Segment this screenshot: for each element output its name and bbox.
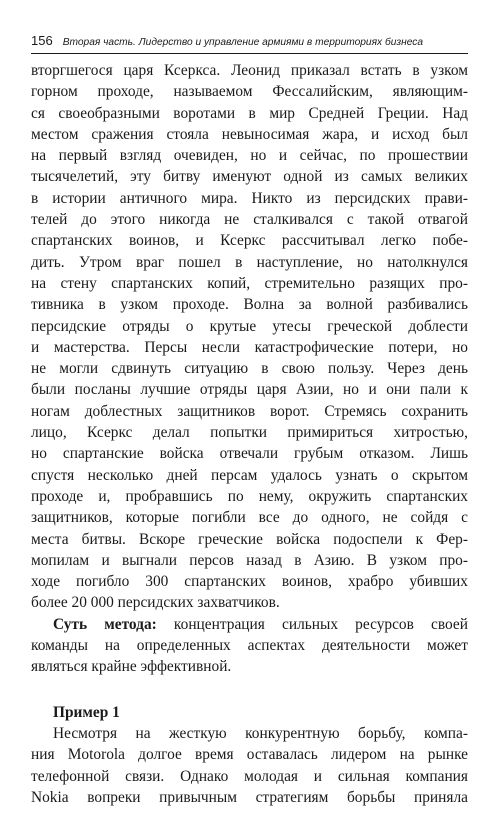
text-line: тивника в узком проходе. Волна за волной разбивались: [31, 296, 468, 314]
text-line: были посланы лучшие отряды царя Азии, но и они пали к: [31, 381, 468, 399]
header-rule: [31, 53, 468, 54]
text-line: Несмотря на жесткую конкурентную борьбу, компа-: [53, 724, 468, 742]
text-line: местом сражения стояла невыносимая жара, и исход был: [31, 125, 468, 143]
paragraph-thermopylae: [31, 60, 468, 614]
method-text: концентрация сильных ресурсов своей: [156, 615, 468, 633]
text-line: мопилам и выгнали персов назад в Азию. В узком про-: [31, 551, 468, 569]
section-spacer: [31, 678, 468, 702]
book-page: [31, 34, 468, 808]
main-text: [31, 60, 468, 808]
text-line: места битвы. Вскоре греческие войска подоспели к Фер-: [31, 530, 468, 548]
text-line: Nokia вопреки привычным стратегиям борьбы приняла: [31, 788, 468, 806]
text-line: более 20 000 персидских захватчиков.: [31, 594, 280, 612]
text-line: защитников, которые погибли все до одного, не сойдя с: [31, 509, 468, 527]
text-line: и мастерства. Персы несли катастрофические потери, но: [31, 338, 468, 356]
text-line: на первый взгляд очевиден, но и сейчас, по прошествии: [31, 147, 468, 165]
text-line: ходе погибло 300 спартанских воинов, храбро убивших: [31, 573, 468, 591]
text-line: не могли сдвинуть ситуацию в свою пользу. Через день: [31, 360, 468, 378]
example-heading: Пример 1: [53, 703, 120, 721]
text-line: на стену спартанских копий, стремительно разящих про-: [31, 274, 468, 292]
text-line: лицо, Ксеркс делал попытки примириться хитростью,: [31, 424, 468, 442]
text-line: [31, 614, 468, 635]
text-line: спустя несколько дней персам удалось узнать о скрытом: [31, 466, 468, 484]
running-head: [31, 34, 468, 50]
paragraph-method: [31, 614, 468, 678]
text-line: проходе и, пробравшись по нему, окружить спартанских: [31, 487, 468, 505]
text-line: ногам доблестных защитников ворот. Стремясь сохранить: [31, 402, 468, 420]
text-line: вторгшегося царя Ксеркса. Леонид приказал встать в узком: [31, 62, 468, 79]
chapter-title: Вторая часть. Лидерство и управление армиями в территориях бизнеса: [62, 37, 424, 48]
text-line: в истории античного мира. Никто из персидских прави-: [31, 189, 468, 207]
text-line: являться крайне эффективной.: [31, 658, 232, 676]
text-line: ся своеобразными воротами в мир Средней Греции. Над: [31, 104, 468, 122]
text-line: телефонной связи. Однако молодая и сильная компания: [31, 767, 468, 785]
text-line: спартанских воинов, и Ксеркс рассчитывал легко побе-: [31, 232, 468, 250]
page-number: 156: [31, 33, 53, 48]
text-line: телей до этого никогда не сталкивался с такой отвагой: [31, 211, 468, 229]
text-line: дить. Утром враг пошел в наступление, но натолкнулся: [31, 253, 468, 271]
text-line: ния Motorola долгое время оставалась лидером на рынке: [31, 746, 468, 764]
text-line: тысячелетий, эту битву именуют одной из самых великих: [31, 168, 468, 186]
method-lines: [31, 635, 468, 678]
paragraph-example: [31, 723, 468, 808]
text-line: но спартанские войска отвечали грубым отказом. Лишь: [31, 445, 468, 463]
text-line: горном проходе, называемом Фессалийским, являющим-: [31, 83, 468, 101]
method-label: Суть метода:: [53, 615, 157, 633]
text-line: команды на определенных аспектах деятельности может: [31, 637, 468, 655]
text-line: персидские отряды о крутые утесы греческой доблести: [31, 317, 468, 335]
